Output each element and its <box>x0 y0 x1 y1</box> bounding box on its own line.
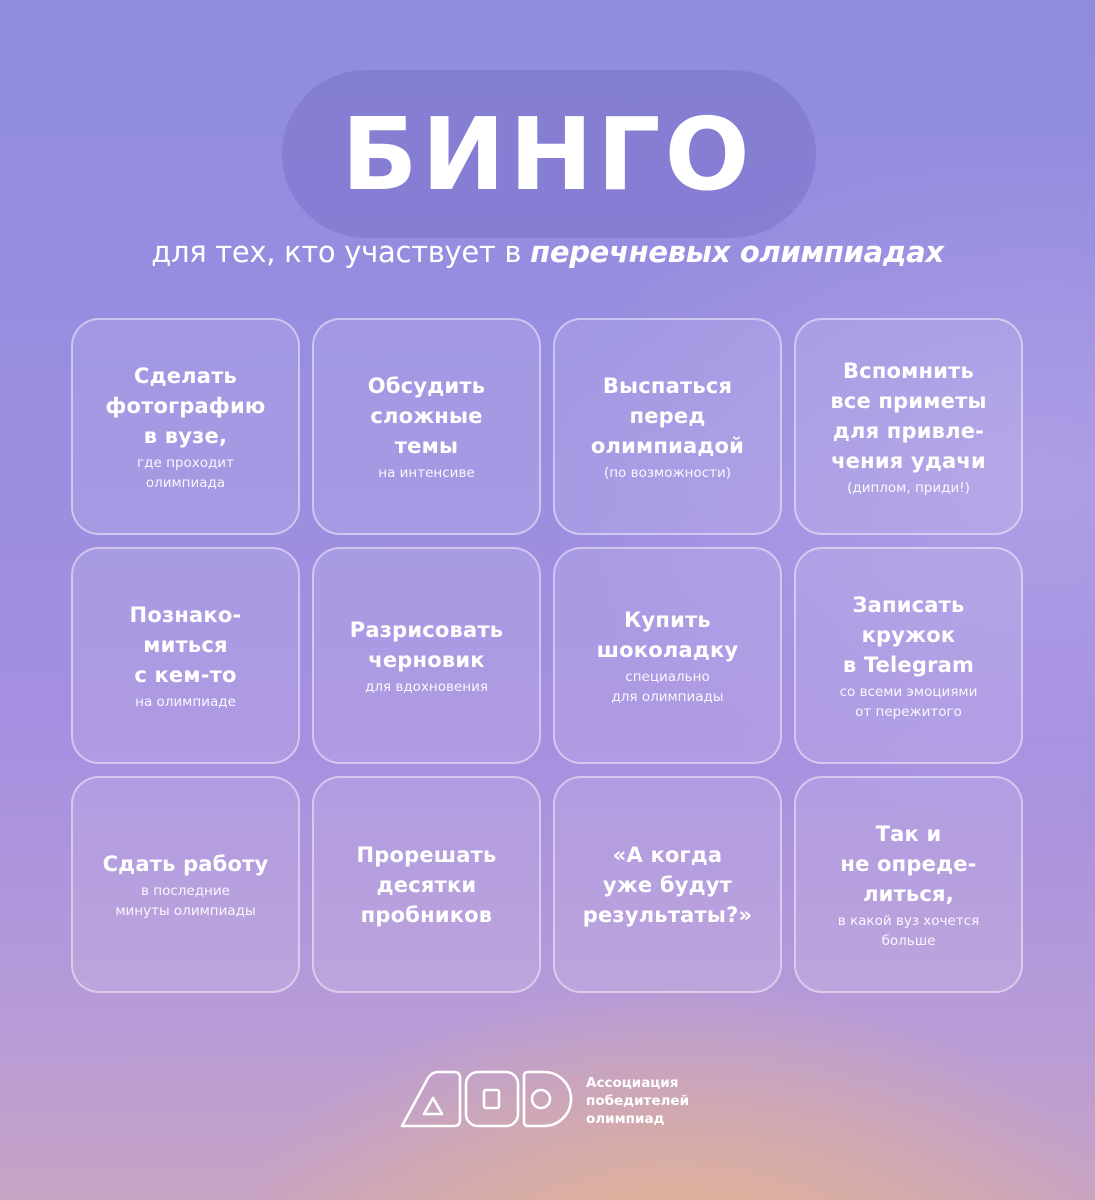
cell-note-line: на интенсиве <box>378 464 475 481</box>
cell-note-line: со всеми эмоциями <box>839 683 978 700</box>
cell-main-text <box>591 371 744 461</box>
cell-main-text <box>597 605 739 665</box>
cell-line: результаты?» <box>582 902 753 927</box>
cell-main-text <box>840 819 976 909</box>
cell-note <box>611 667 723 707</box>
bingo-grid <box>71 318 1024 993</box>
cell-main-text <box>350 615 504 675</box>
bingo-cell[interactable] <box>794 318 1023 535</box>
cell-line: Сделать <box>133 363 237 388</box>
cell-line: все приметы <box>830 388 987 413</box>
page-title: БИНГО <box>341 96 754 213</box>
organization-logo <box>398 1068 698 1132</box>
cell-main-text <box>356 840 496 930</box>
cell-line: пробников <box>360 902 493 927</box>
bingo-cell[interactable] <box>71 776 300 993</box>
cell-line: Купить <box>624 607 711 632</box>
bingo-cell[interactable] <box>312 547 541 764</box>
page-subtitle <box>0 232 1095 272</box>
bingo-cell[interactable] <box>71 547 300 764</box>
bingo-cell[interactable] <box>553 318 782 535</box>
subtitle-emphasis: перечневых олимпиадах <box>530 235 944 269</box>
logo-line: Ассоциация <box>586 1075 679 1091</box>
bingo-cell[interactable] <box>794 547 1023 764</box>
cell-line: сложные <box>370 403 483 428</box>
cell-note-line: специально <box>625 668 710 685</box>
cell-main-text <box>583 840 752 930</box>
cell-note-line: на олимпиаде <box>135 693 236 710</box>
bingo-cell[interactable] <box>312 318 541 535</box>
logo-line: олимпиад <box>586 1111 665 1127</box>
bingo-cell[interactable] <box>71 318 300 535</box>
cell-line: десятки <box>376 872 477 897</box>
cell-main-text <box>103 849 269 879</box>
cell-line: в вузе, <box>143 423 228 448</box>
cell-line: в Telegram <box>842 652 975 677</box>
cell-line: кружок <box>861 622 956 647</box>
cell-note-line: (диплом, приди!) <box>847 479 970 496</box>
cell-main-text <box>843 590 974 680</box>
cell-note <box>365 677 488 697</box>
cell-line: фотографию <box>105 393 266 418</box>
bingo-cell[interactable] <box>312 776 541 993</box>
cell-line: шоколадку <box>596 637 739 662</box>
cell-line: Вспомнить <box>842 358 974 383</box>
cell-line: Прорешать <box>356 842 497 867</box>
cell-line: литься, <box>863 881 954 906</box>
cell-line: Записать <box>852 592 965 617</box>
cell-note <box>115 881 255 921</box>
cell-note-line: (по возможности) <box>603 464 732 481</box>
cell-line: уже будут <box>602 872 733 897</box>
cell-note-line: больше <box>881 932 936 949</box>
cell-note <box>137 453 234 493</box>
cell-line: олимпиадой <box>590 433 745 458</box>
cell-line: Так и <box>875 821 942 846</box>
cell-note <box>838 911 980 951</box>
cell-note <box>840 682 978 722</box>
cell-line: Разрисовать <box>349 617 504 642</box>
cell-line: темы <box>394 433 459 458</box>
cell-line: Выспаться <box>602 373 733 398</box>
bingo-cell[interactable] <box>553 776 782 993</box>
cell-line: чения удачи <box>831 448 986 473</box>
cell-main-text <box>368 371 485 461</box>
cell-note-line: в последние <box>141 882 230 899</box>
cell-note-line: для вдохновения <box>365 678 488 695</box>
cell-note-line: в какой вуз хочется <box>837 912 980 929</box>
cell-line: не опреде- <box>840 851 977 876</box>
cell-main-text <box>105 361 265 451</box>
cell-line: «А когда <box>612 842 723 867</box>
cell-note <box>135 692 236 712</box>
cell-line: с кем-то <box>134 662 237 687</box>
cell-note <box>378 463 474 483</box>
cell-line: Обсудить <box>367 373 486 398</box>
cell-line: Познако- <box>129 602 242 627</box>
apo-logo-icon <box>398 1068 578 1132</box>
logo-line: победителей <box>586 1093 690 1109</box>
bingo-cell[interactable] <box>553 547 782 764</box>
cell-line: миться <box>143 632 228 657</box>
cell-line: черновик <box>368 647 485 672</box>
logo-text <box>586 1074 689 1128</box>
cell-line: Сдать работу <box>102 851 269 876</box>
cell-note <box>604 463 731 483</box>
cell-note-line: для олимпиады <box>611 688 724 705</box>
cell-line: для привле- <box>832 418 985 443</box>
cell-note-line: минуты олимпиады <box>115 902 256 919</box>
cell-main-text <box>130 600 242 690</box>
cell-note-line: от пережитого <box>855 703 962 720</box>
cell-note-line: где проходит <box>137 454 234 471</box>
cell-main-text <box>830 356 986 476</box>
cell-note <box>847 478 970 498</box>
subtitle-text: для тех, кто участвует в <box>151 235 531 269</box>
cell-note-line: олимпиада <box>145 474 226 491</box>
bingo-cell[interactable] <box>794 776 1023 993</box>
cell-line: перед <box>629 403 706 428</box>
